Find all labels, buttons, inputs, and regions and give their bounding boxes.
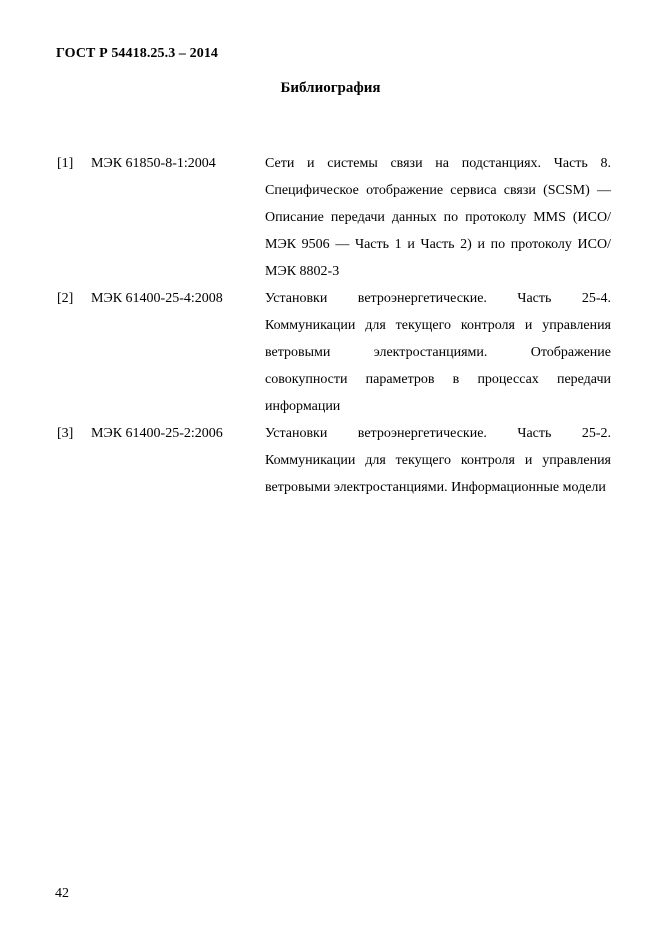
entry-description: Установки ветроэнергетические. Часть 25-4. Коммуникации для текущего контроля и управления ветровыми электростанциями. Отображение совокупности параметров в процессах передачи информации xyxy=(265,291,611,414)
bibliography-entry-2 xyxy=(57,285,611,420)
page-number: 42 xyxy=(55,886,69,901)
entry-standard-code: МЭК 61400-25-4:2008 xyxy=(91,291,223,306)
bibliography-entry-3 xyxy=(57,420,611,501)
entry-description: Установки ветроэнергетические. Часть 25-2. Коммуникации для текущего контроля и управления ветровыми электростанциями. Информационные модели xyxy=(265,426,611,495)
entry-description: Сети и системы связи на подстанциях. Часть 8. Специфическое отображение сервиса связи (SCSM) — Описание передачи данных по протоколу MMS (ИСО/МЭК 9506 — Часть 1 и Часть 2) и по протоколу ИСО/МЭК 8802-3 xyxy=(265,156,611,279)
entry-number: [3] xyxy=(57,426,74,441)
document-code-header: ГОСТ Р 54418.25.3 – 2014 xyxy=(56,46,219,61)
entry-standard-code: МЭК 61400-25-2:2006 xyxy=(91,426,223,441)
bibliography-list xyxy=(57,150,611,501)
page-title: Библиография xyxy=(280,80,381,96)
entry-number: [2] xyxy=(57,291,74,306)
entry-standard-code: МЭК 61850-8-1:2004 xyxy=(91,156,216,171)
bibliography-entry-1 xyxy=(57,150,611,285)
entry-number: [1] xyxy=(57,156,74,171)
